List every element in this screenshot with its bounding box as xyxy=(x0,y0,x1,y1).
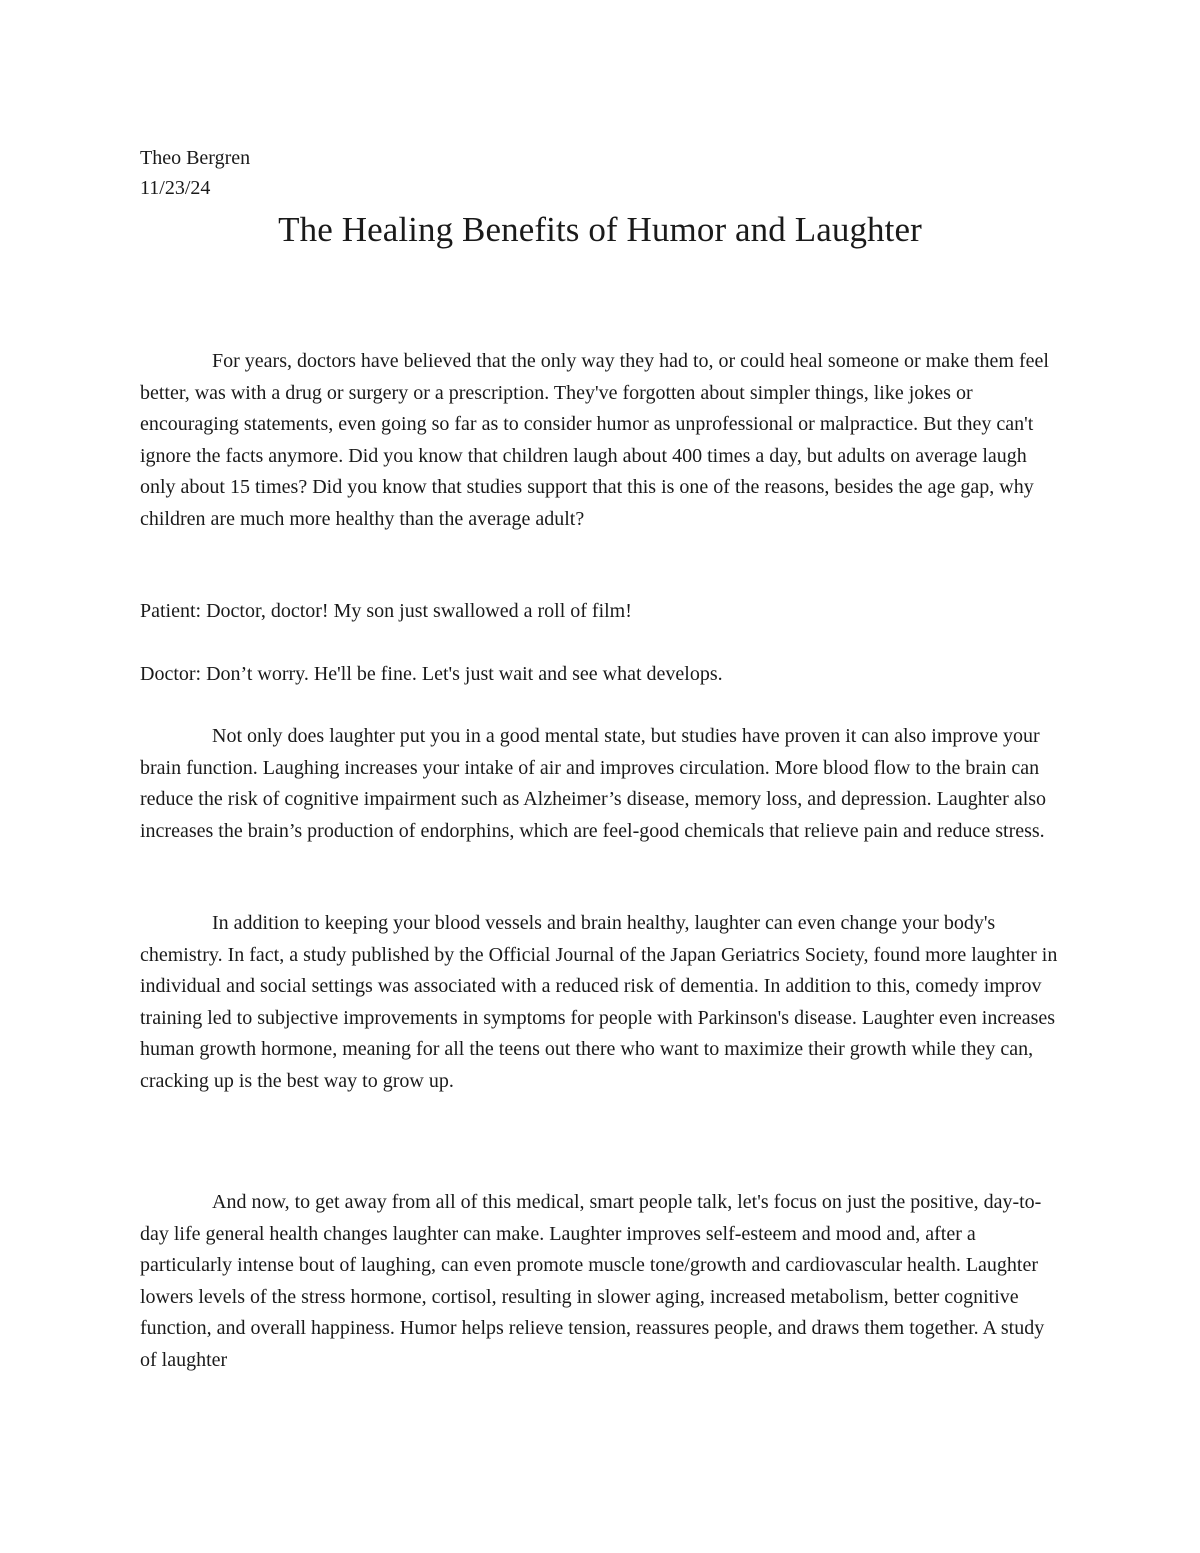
joke-patient-line: Patient: Doctor, doctor! My son just swallowed a roll of film! xyxy=(140,600,632,622)
paragraph-intro: For years, doctors have believed that the only way they had to, or could heal someone or make them feel better, was with a drug or surgery or a prescription. They've forgotten about simpler things, like jokes or encouraging statements, even going so far as to consider humor as unprofessional or malpractice. But they can't ignore the facts anymore. Did you know that children laugh about 400 times a day, but adults on average laugh only about 15 times? Did you know that studies support that this is one of the reasons, besides the age gap, why children are much more healthy than the average adult? xyxy=(140,350,1049,530)
author-name: Theo Bergren xyxy=(140,147,251,169)
document-title: The Healing Benefits of Humor and Laughter xyxy=(278,210,922,249)
paragraph-body-chemistry: In addition to keeping your blood vessels and brain healthy, laughter can even change your body's chemistry. In fact, a study published by the Official Journal of the Japan Geriatrics Society, found more laughter in individual and social settings was associated with a reduced risk of dementia. In addition to this, comedy improv training led to subjective improvements in symptoms for people with Parkinson's disease. Laughter even increases human growth hormone, meaning for all the teens out there who want to maximize their growth while they can, cracking up is the best way to grow up. xyxy=(140,912,1058,1092)
document-date: 11/23/24 xyxy=(140,177,211,199)
joke-doctor-line: Doctor: Don’t worry. He'll be fine. Let's just wait and see what develops. xyxy=(140,663,723,685)
paragraph-brain-function: Not only does laughter put you in a good mental state, but studies have proven it can also improve your brain function. Laughing increases your intake of air and improves circulation. More blood flow to the brain can reduce the risk of cognitive impairment such as Alzheimer’s disease, memory loss, and depression. Laughter also increases the brain’s production of endorphins, which are feel-good chemicals that relieve pain and reduce stress. xyxy=(140,725,1047,842)
paragraph-general-health: And now, to get away from all of this medical, smart people talk, let's focus on just the positive, day-to-day life general health changes laughter can make. Laughter improves self-esteem and mood and, after a particularly intense bout of laughing, can even promote muscle tone/growth and cardiovascular health. Laughter lowers levels of the stress hormone, cortisol, resulting in slower aging, increased metabolism, better cognitive function, and overall happiness. Humor helps relieve tension, reassures people, and draws them together. A study of laughter xyxy=(140,1191,1045,1371)
